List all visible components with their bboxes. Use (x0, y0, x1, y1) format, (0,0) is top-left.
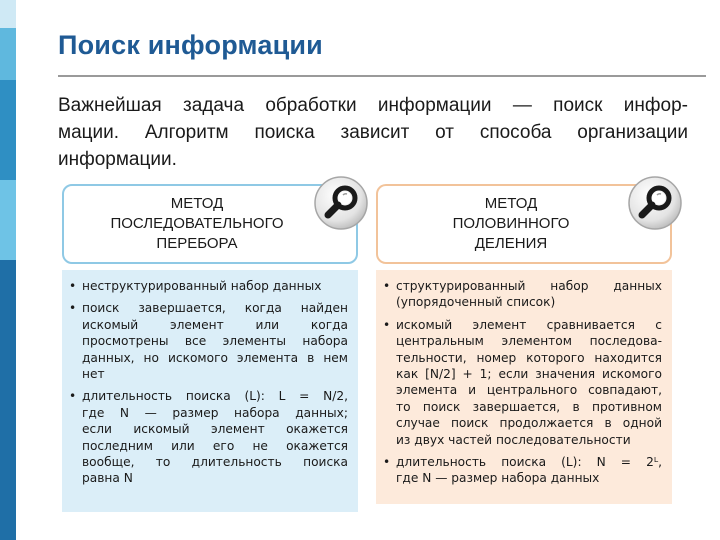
title-divider (58, 75, 706, 77)
bullet-line: (упорядоченный список) (396, 295, 556, 310)
method-card-body (62, 270, 358, 512)
heading-line: ПОСЛЕДОВАТЕЛЬНОГО (110, 215, 284, 232)
bullet-line: нет (82, 367, 105, 382)
list-item (382, 454, 662, 487)
method-card-sequential (62, 184, 358, 512)
bullet-line: элемента и центрального совпадают, (396, 383, 662, 398)
bullet-line: то поиск завершается, в противном (396, 399, 662, 414)
heading-line: ДЕЛЕНИЯ (474, 235, 548, 252)
intro-line-1: Важнейшая задача обработки информации — поиск инфор- (58, 95, 688, 116)
list-item (68, 300, 348, 382)
search-magnifier-icon (312, 174, 370, 232)
bullet-line: как [N/2] + 1; если значения искомого (396, 367, 662, 382)
bullet-line: где N — размер набора данных; (82, 405, 348, 420)
heading-line: МЕТОД (170, 195, 224, 212)
list-item (68, 388, 348, 486)
search-magnifier-icon (626, 174, 684, 232)
bullet-line: где N — размер набора данных (396, 471, 600, 486)
method-card-binary (376, 184, 672, 504)
bullet-line: последним или его не окажется (82, 438, 348, 453)
heading-line: МЕТОД (484, 195, 538, 212)
intro-paragraph (58, 92, 688, 173)
bullet-line: из двух частей последовательности (396, 432, 631, 447)
page-title: Поиск информации (58, 30, 323, 60)
method-card-heading (82, 194, 312, 254)
side-decor-strip (0, 0, 16, 540)
method-card-body (376, 270, 672, 504)
bullet-line: • искомый элемент сравнивается с (396, 317, 662, 332)
list-item (68, 278, 348, 294)
method-card-heading-box (376, 184, 672, 264)
bullet-line: тельности, номер которого находится (396, 350, 662, 365)
heading-line: ПОЛОВИННОГО (452, 215, 570, 232)
bullet-line: вообще, то длительность поиска (82, 455, 348, 470)
bullet-line: случае поиск продолжается в одной (396, 416, 662, 431)
bullet-line: равна N (82, 471, 133, 486)
list-item (382, 317, 662, 448)
bullet-line: данных, но искомого элемента в нем (82, 350, 348, 365)
bullet-line: • поиск завершается, когда найден (82, 301, 348, 316)
intro-line-3: информации. (58, 149, 177, 170)
list-item (382, 278, 662, 311)
bullet-line: искомый элемент или когда (82, 317, 348, 332)
intro-line-2: мации. Алгоритм поиска зависит от способа организации (58, 122, 688, 143)
bullet-line: • структурированный набор данных (396, 279, 662, 293)
bullet-line: • неструктурированный набор данных (82, 279, 322, 293)
bullet-line: если искомый элемент окажется (82, 422, 348, 437)
method-card-heading (396, 194, 626, 254)
method-card-heading-box (62, 184, 358, 264)
bullet-line: • длительность поиска (L): L = N/2, (82, 389, 348, 404)
heading-line: ПЕРЕБОРА (156, 235, 238, 252)
bullet-line: просмотрены все элементы набора (82, 334, 348, 349)
bullet-line: • длительность поиска (L): N = 2ᴸ, (396, 455, 662, 470)
bullet-line: центральным элементом последова- (396, 334, 662, 349)
